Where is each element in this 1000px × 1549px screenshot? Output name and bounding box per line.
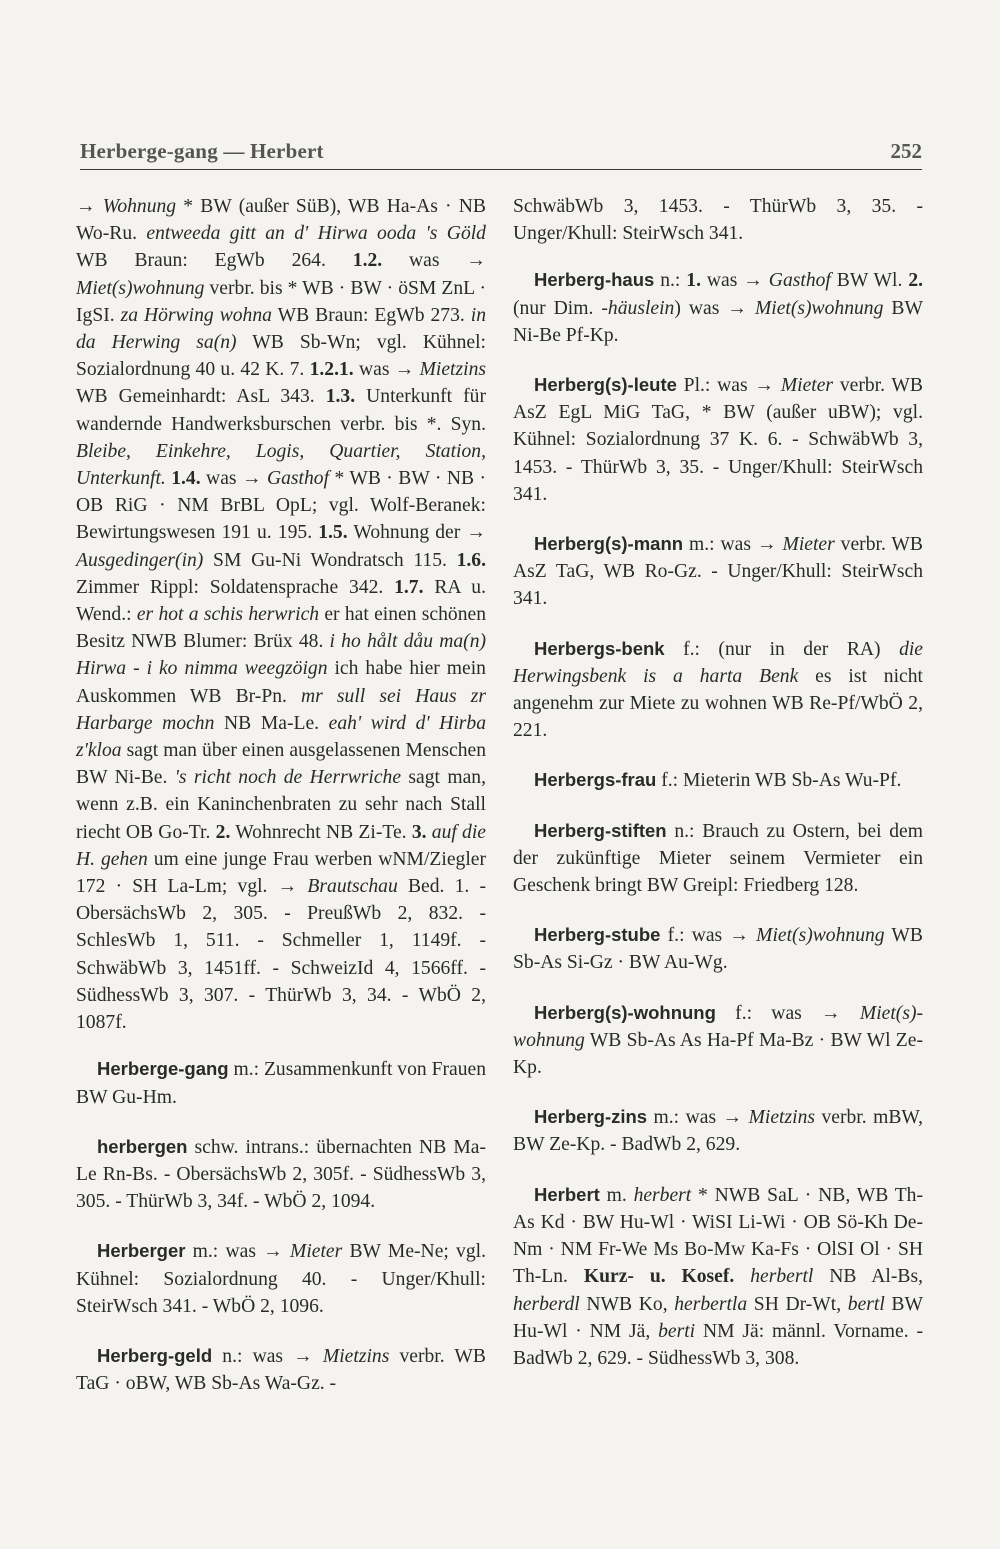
entry-body: n.: was → Mietzins verbr. WB TaG · oBW, WB Sb-As Wa-Gz. -: [76, 1345, 486, 1395]
dictionary-entry: [513, 766, 923, 794]
continued-entry: SchwäbWb 3, 1453. - ThürWb 3, 35. - Unger/Khull: SteirWsch 341.: [513, 196, 923, 245]
dictionary-entry: [513, 921, 923, 976]
dictionary-entry: [76, 1133, 486, 1216]
dictionary-entry: [76, 1055, 486, 1110]
entry-headword: Herbergs-frau: [534, 769, 657, 791]
entry-headword: herbergen: [97, 1135, 188, 1157]
running-title: Herberge-gang — Herbert: [80, 139, 324, 163]
dictionary-entry: [513, 266, 923, 349]
entry-body: n.: Brauch zu Ostern, bei dem der zukünftige Mieter seinem Vermieter ein Geschenk bringt BW Greipl: Friedberg 128.: [513, 820, 923, 897]
entry-body: schw. intrans.: übernachten NB Ma-Le Rn-Bs. - ObersächsWb 2, 305f. - SüdhessWb 3, 305. - ThürWb 3, 34f. - WbÖ 2, 1094.: [76, 1136, 486, 1213]
entry-body: m.: was → Mietzins verbr. mBW, BW Ze-Kp. - BadWb 2, 629.: [513, 1107, 923, 1156]
dictionary-entry: [513, 530, 923, 613]
entry-headword: Herbert: [534, 1183, 600, 1205]
entry-body: n.: 1. was → Gasthof BW Wl. 2. (nur Dim. -häuslein) was → Miet(s)wohnung BW Ni-Be Pf-Kp.: [513, 270, 924, 346]
entry-headword: Herberg-zins: [534, 1106, 648, 1128]
right-column: [513, 193, 923, 1372]
entry-body: m.: was → Mieter verbr. WB AsZ TaG, WB Ro-Gz. - Unger/Khull: SteirWsch 341.: [513, 534, 923, 610]
entry-headword: Herberg(s)-wohnung: [534, 1001, 716, 1023]
continued-entry: → Wohnung * BW (außer SüB), WB Ha-As · NB Wo-Ru. entweeda gitt an d' Hirwa ooda 's Göld WB Braun: EgWb 264. 1.2. was → Miet(s)wohnung verbr. bis * WB · BW · öSM ZnL · IgSI. za Hörwing wohna WB Braun: EgWb 273. in da Herwing sa(n) WB Sb-Wn; vgl. Kühnel: Sozialordnung 40 u. 42 K. 7. 1.2.1. was → Mietzins WB Gemeinhardt: AsL 343. 1.3. Unterkunft für wandernde Handwerksburschen verbr. bis *. Syn. Bleibe, Einkehre, Logis, Quartier, Station, Unterkunft. 1.4. was → Gasthof * WB · BW · NB · OB RiG · NM BrBL OpL; vgl. Wolf-Beranek: Bewirtungswesen 191 u. 195. 1.5. Wohnung der → Ausgedinger(in) SM Gu-Ni Wondratsch 115. 1.6. Zimmer Rippl: Soldatensprache 342. 1.7. RA u. Wend.: er hot a schis herwrich er hat einen schönen Besitz NWB Blumer: Brüx 48. i ho hålt dåu ma(n) Hirwa - i ko nimma weegzöign ich habe hier mein Auskommen WB Br-Pn. mr sull sei Haus zr Harbarge mochn NB Ma-Le. eah' wird d' Hirba z'kloa sagt man über einen ausgelassenen Menschen BW Ni-Be. 's richt noch de Herrwriche sagt man, wenn z.B. ein Kaninchenbraten zu sehr nach Stall riecht OB Go-Tr. 2. Wohnrecht NB Zi-Te. 3. auf die H. gehen um eine junge Frau werben wNM/Ziegler 172 · SH La-Lm; vgl. → Brautschau Bed. 1. - ObersächsWb 2, 305. - PreußWb 2, 832. - SchlesWb 1, 511. - Schmeller 1, 1149f. - SchwäbWb 3, 1451ff. - SchweizId 4, 1566ff. - SüdhessWb 3, 307. - ThürWb 3, 34. - WbÖ 2, 1087f.: [76, 196, 487, 1034]
left-entries: [76, 1055, 486, 1397]
entry-headword: Herberg(s)-leute: [534, 374, 677, 396]
entry-headword: Herberg-stube: [534, 924, 661, 946]
entry-body: m. herbert * NWB SaL · NB, WB Th-As Kd · BW Hu-Wl · WiSI Li-Wi · OB Sö-Kh De-Nm · NM Fr-We Ms Bo-Mw Ka-Fs · OlSI Ol · SH Th-Ln. Kurz- u. Kosef. herbertl NB Al-Bs, herberdl NWB Ko, herbertla SH Dr-Wt, bertl BW Hu-Wl · NM Jä, berti NM Jä: männl. Vorname. - BadWb 2, 629. - SüdhessWb 3, 308.: [513, 1184, 924, 1369]
entry-headword: Herberg(s)-mann: [534, 533, 684, 555]
entry-headword: Herbergs-benk: [534, 637, 665, 659]
dictionary-entry: [513, 371, 923, 508]
entry-body: m.: Zusammenkunft von Frauen BW Gu-Hm.: [76, 1059, 486, 1108]
dictionary-entry: [513, 1103, 923, 1158]
dictionary-entry: [513, 999, 923, 1082]
entry-body: f.: (nur in der RA) die Herwingsbenk is a harta Benk es ist nicht angenehm zur Miete zu wohnen WB Re-Pf/WbÖ 2, 221.: [513, 638, 923, 742]
entry-headword: Herberge-gang: [97, 1058, 229, 1080]
entry-headword: Herberg-stiften: [534, 819, 667, 841]
page-number: 252: [890, 139, 922, 163]
entry-body: f.: Mieterin WB Sb-As Wu-Pf.: [656, 770, 902, 792]
left-column: [76, 193, 486, 1397]
entry-body: Pl.: was → Mieter verbr. WB AsZ EgL MiG TaG, * BW (außer uBW); vgl. Kühnel: Sozialordnung 37 K. 6. - SchwäbWb 3, 1453. - ThürWb 3, 35. - Unger/Khull: SteirWsch 341.: [513, 375, 923, 505]
right-entries: [513, 266, 923, 1372]
running-header: [80, 139, 922, 170]
dictionary-entry: [513, 1181, 923, 1372]
dictionary-entry: [513, 817, 923, 900]
entry-body: f.: was → Miet(s)-wohnung WB Sb-As As Ha-Pf Ma-Bz · BW Wl Ze-Kp.: [513, 1002, 923, 1079]
entry-headword: Herberger: [97, 1240, 186, 1262]
dictionary-entry: [513, 635, 923, 745]
entry-headword: Herberg-haus: [534, 269, 655, 291]
entry-headword: Herberg-geld: [97, 1344, 213, 1366]
entry-body: m.: was → Mieter BW Me-Ne; vgl. Kühnel: Sozialordnung 40. - Unger/Khull: SteirWsch 341. - WbÖ 2, 1096.: [76, 1241, 486, 1317]
dictionary-entry: [76, 1342, 486, 1397]
dictionary-entry: [76, 1237, 486, 1320]
entry-body: f.: was → Miet(s)wohnung WB Sb-As Si-Gz · BW Au-Wg.: [513, 925, 923, 974]
